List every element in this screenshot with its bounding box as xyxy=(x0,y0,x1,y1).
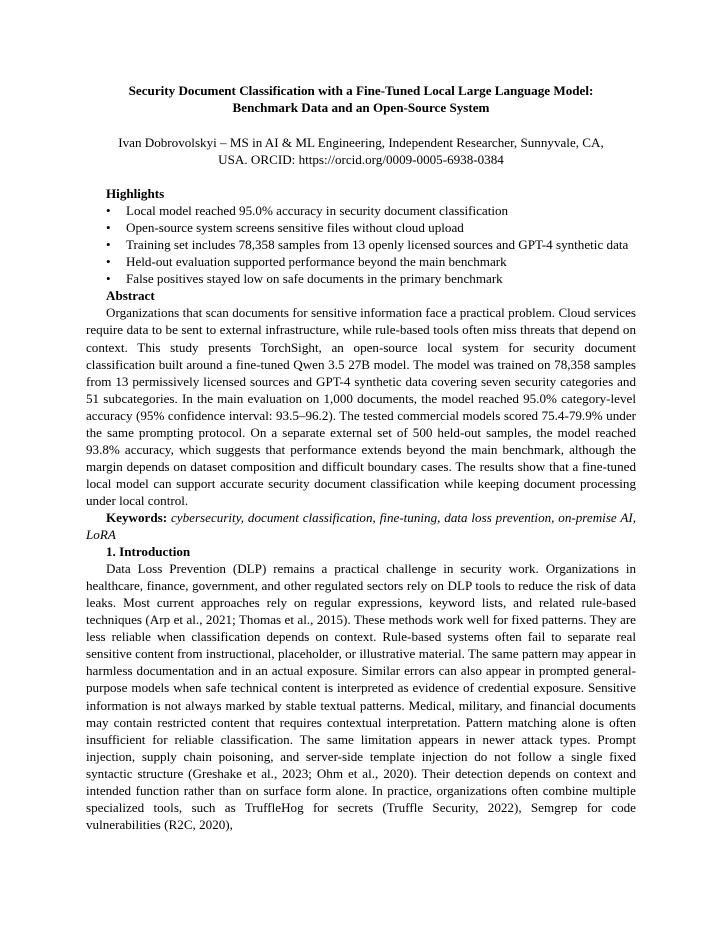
bullet-icon: • xyxy=(106,203,111,219)
highlight-item xyxy=(86,202,636,219)
bullet-icon: • xyxy=(106,237,111,253)
keywords-list: cybersecurity, document classification, fine-tuning, data loss prevention, on-premise AI, LoRA xyxy=(86,509,636,543)
highlight-item xyxy=(86,270,636,287)
paper-title-line-1: Security Document Classification with a Fine-Tuned Local Large Language Model: xyxy=(128,83,594,98)
author-line-2: USA. ORCID: https://orcid.org/0009-0005-6938-0384 xyxy=(218,152,504,168)
highlight-text: Held-out evaluation supported performance beyond the main benchmark xyxy=(126,254,507,270)
introduction-heading: 1. Introduction xyxy=(106,544,191,560)
highlight-text: False positives stayed low on safe documents in the primary benchmark xyxy=(126,271,503,287)
highlight-text: Training set includes 78,358 samples from 13 openly licensed sources and GPT-4 synthetic data xyxy=(126,237,629,253)
highlights-list xyxy=(86,202,636,287)
highlight-item xyxy=(86,219,636,236)
author-block xyxy=(86,134,636,168)
abstract-heading: Abstract xyxy=(106,288,155,304)
paper-title xyxy=(86,82,636,116)
author-line-1: Ivan Dobrovolskyi – MS in AI & ML Engineering, Independent Researcher, Sunnyvale, CA, xyxy=(118,135,604,150)
keywords-label: Keywords: xyxy=(106,509,168,525)
highlight-text: Open-source system screens sensitive files without cloud upload xyxy=(126,220,464,236)
bullet-icon: • xyxy=(106,254,111,270)
introduction-text: Data Loss Prevention (DLP) remains a practical challenge in security work. Organizations in healthcare, finance, government, and other regulated sectors rely on DLP tools to reduce the risk of data leaks. Most current approaches rely on regular expressions, keyword lists, and related rule-based techniques (Arp et al., 2021; Thomas et al., 2015). These methods work well for fixed patterns. They are less reliable when classification depends on context. Rule-based systems often fail to separate real sensitive content from instructional, placeholder, or illustrative material. The same pattern may appear in harmless documentation and in an actual exposure. Similar errors can also appear in prompted general-purpose models when safe technical content is interpreted as evidence of credential exposure. Sensitive information is not always marked by stable textual patterns. Medical, military, and financial documents may contain restricted content that requires contextual interpretation. Pattern matching alone is often insufficient for reliable classification. The same limitation appears in newer attack types. Prompt injection, supply chain poisoning, and server-side template injection do not follow a single fixed syntactic structure (Greshake et al., 2023; Ohm et al., 2020). Their detection depends on context and intended function rather than on surface form alone. In practice, organizations often combine multiple specialized tools, such as TruffleHog for secrets (Truffle Security, 2022), Semgrep for code vulnerabilities (R2C, 2020), xyxy=(86,561,636,832)
highlights-heading: Highlights xyxy=(106,186,165,202)
bullet-icon: • xyxy=(106,220,111,236)
keywords-paragraph xyxy=(86,509,636,543)
paper-title-line-2: Benchmark Data and an Open-Source System xyxy=(232,100,490,115)
highlight-item xyxy=(86,253,636,270)
highlight-text: Local model reached 95.0% accuracy in security document classification xyxy=(126,203,509,219)
bullet-icon: • xyxy=(106,271,111,287)
highlight-item xyxy=(86,236,636,253)
abstract-text: Organizations that scan documents for sensitive information face a practical problem. Cloud services require data to be sent to external infrastructure, while rule-based tools often miss threats that depend on context. This study presents TorchSight, an open-source local system for security document classification built around a fine-tuned Qwen 3.5 27B model. The model was trained on 78,358 samples from 13 permissively licensed sources and GPT-4 synthetic data covering seven security categories and 51 subcategories. In the main evaluation on 1,000 documents, the model reached 95.0% category-level accuracy (95% confidence interval: 93.5–96.2). The tested commercial models scored 75.4-79.9% under the same prompting protocol. On a separate external set of 500 held-out samples, the model reached 93.8% accuracy, which suggests that performance extends beyond the main benchmark, although the margin depends on dataset composition and difficult boundary cases. The results show that a fine-tuned local model can support accurate security document classification while keeping document processing under local control. xyxy=(86,305,636,508)
